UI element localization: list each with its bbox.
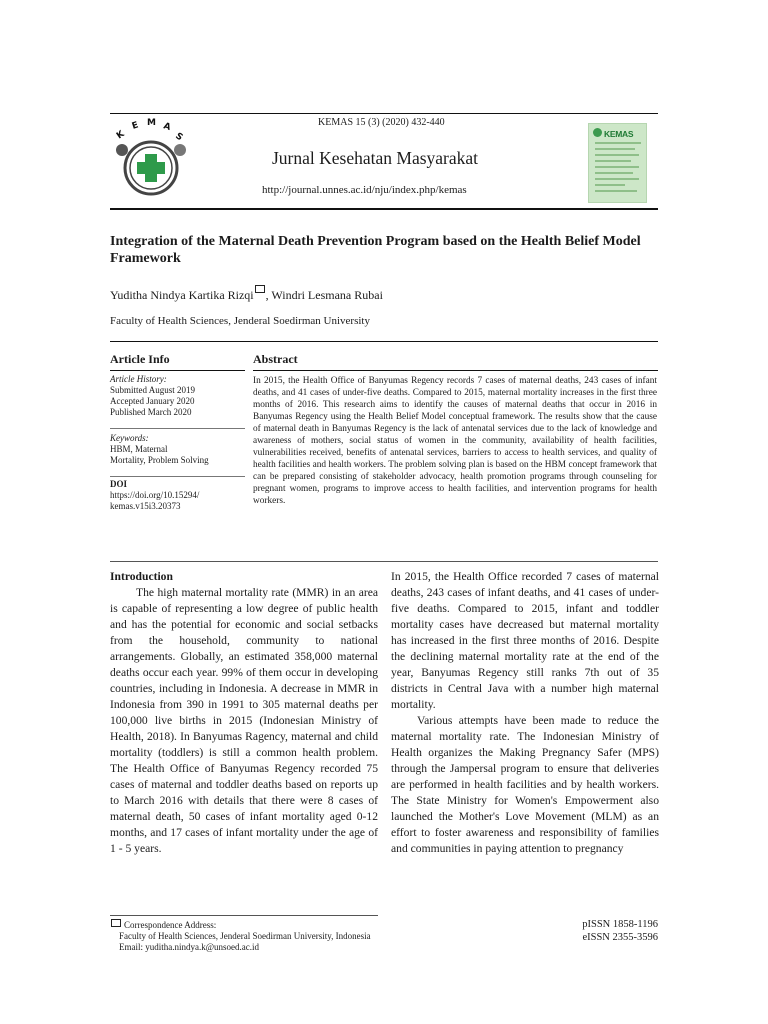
issn-block — [582, 918, 658, 944]
svg-text:S: S — [173, 131, 185, 144]
keywords-line: Mortality, Problem Solving — [110, 455, 209, 465]
doi-link[interactable]: kemas.v15i3.20373 — [110, 501, 181, 511]
envelope-icon — [111, 919, 121, 927]
abstract-text: In 2015, the Health Office of Banyumas Regency records 7 cases of maternal deaths, 243 cases of infant deaths, and 41 cases of under-five deaths. Compared to 2015, maternal mortality increases in the first three months of 2016. This research aims to identify the causes of maternal deaths that occur in 2016 in Banyumas Regency using the Health Belief Model conceptual framework. The results show that the cause of maternal death in Banyumas Regency is the lack of antenatal services due to the lack of knowledge and awareness of mothers, social status of women in the community, availability of health facilities, vulnerabilities received, benefits of antenatal services, barriers to access to health services, and quality of health facilities and health workers. The problem solving plan is based on the HBM concept framework that can be prepared consisting of stakeholder advocacy, health promotion programs through counseling for pregnant women, programs to improve access to health facilities, and intervention programs for health workers. — [253, 376, 657, 506]
cover-line — [595, 166, 639, 168]
header-bottom-rule — [110, 208, 658, 210]
cover-line — [595, 172, 633, 174]
cover-badge-icon — [593, 128, 602, 137]
svg-text:A: A — [162, 121, 172, 134]
doi-block — [110, 479, 245, 512]
author-list — [110, 285, 383, 303]
doi-label: DOI — [110, 479, 128, 489]
doi-link[interactable]: https://doi.org/10.15294/ — [110, 490, 200, 500]
logo-dot-left — [116, 144, 128, 156]
cover-line — [595, 178, 639, 180]
abstract-rule — [253, 370, 658, 371]
logo-dot-right — [174, 144, 186, 156]
cover-line — [595, 142, 641, 144]
keywords-rule — [110, 428, 245, 429]
accepted-date: Accepted January 2020 — [110, 396, 195, 406]
cover-line — [595, 190, 637, 192]
cover-title: KEMAS — [604, 129, 634, 139]
journal-cover-thumbnail — [588, 123, 647, 203]
keywords-line: HBM, Maternal — [110, 444, 168, 454]
cover-line — [595, 148, 635, 150]
cover-line — [595, 160, 631, 162]
author-affiliation: Faculty of Health Sciences, Jenderal Soedirman University — [110, 315, 370, 327]
article-history — [110, 374, 245, 418]
journal-title: Jurnal Kesehatan Masyarakat — [272, 148, 479, 168]
correspondence-label: Correspondence Address: — [124, 920, 217, 930]
doi-rule — [110, 476, 245, 477]
journal-url[interactable]: http://journal.unnes.ac.id/nju/index.php/kemas — [262, 184, 467, 196]
info-section-top-rule — [110, 341, 658, 342]
published-date: Published March 2020 — [110, 407, 192, 417]
article-info-heading: Article Info — [110, 352, 170, 366]
header-top-rule — [110, 113, 658, 114]
keywords-block — [110, 433, 245, 466]
correspondence-email[interactable]: Email: yuditha.nindya.k@unsoed.ac.id — [119, 942, 260, 952]
author-name: , Windri Lesmana Rubai — [265, 288, 383, 302]
cover-line — [595, 184, 625, 186]
correspondence-address: Faculty of Health Sciences, Jenderal Soedirman University, Indonesia — [119, 931, 371, 941]
author-name: Yuditha Nindya Kartika Rizqi — [110, 288, 254, 302]
cover-line — [595, 154, 639, 156]
journal-meta: KEMAS 15 (3) (2020) 432-440 — [318, 117, 445, 128]
svg-text:M: M — [147, 118, 156, 128]
eissn: eISSN 2355-3596 — [582, 932, 658, 943]
article-info-rule — [110, 370, 245, 371]
svg-text:E: E — [130, 120, 140, 132]
submitted-date: Submitted August 2019 — [110, 385, 196, 395]
keywords-label: Keywords: — [110, 433, 149, 443]
abstract-bottom-rule — [110, 561, 658, 562]
body-paragraph: In 2015, the Health Office recorded 7 cases of maternal deaths, 243 cases of infant deaths, and 41 cases of under-five deaths. Compared to 2015, infant and toddler mortality cases have decreased but maternal mortality has increased in the first three months of 2016. Despite the declining maternal mortality rate at the end of the year, Banyumas Regency still ranks 7th out of 35 districts in Central Java with a number high maternal mortality. — [391, 570, 659, 711]
pissn: pISSN 1858-1196 — [582, 919, 658, 930]
correspondence-footnote — [110, 919, 371, 953]
footnote-rule — [110, 915, 378, 916]
body-column-left — [110, 569, 378, 857]
body-column-right — [391, 569, 659, 857]
svg-text:K: K — [114, 129, 127, 142]
introduction-heading: Introduction — [110, 570, 173, 583]
article-title: Integration of the Maternal Death Prevention Program based on the Health Belief Model Framework — [110, 234, 641, 266]
body-paragraph: The high maternal mortality rate (MMR) in an area is capable of representing a low degree of public health and has the potential for economic and social setbacks from the household, community to national arrangements. Globally, an estimated 358,000 maternal deaths occur each year. 99% of them occur in developing countries, including in Indonesia. A decrease in MMR in Indonesia from 390 in 1991 to 305 maternal deaths per 100,000 live births in 2015 (Indonesian Ministry of Health, 2018). In Banyumas Ragency, maternal and child mortality (toddlers) is still a common health problem. The Health Office of Banyumas Regency recorded 75 cases of maternal and toddler deaths based on reports up to March 2016 with details that there were 8 cases of maternal death, 50 cases of infant mortality aged 0-12 months, and 17 cases of infant mortality under the age of 1 - 5 years. — [110, 586, 378, 855]
body-paragraph: Various attempts have been made to reduce the maternal mortality rate. The Indonesian Ministry of Health organizes the Making Pregnancy Safer (MPS) through the Jampersal program to ensure that deliveries are performed in health facilities and by health workers. The State Ministry for Women's Empowerment also launched the Mother's Love Movement (MLM) as an effort to foster awareness and responsibility of families and communities in paying attention to pregnancy — [391, 714, 659, 855]
envelope-icon — [255, 285, 265, 293]
history-label: Article History: — [110, 374, 167, 384]
logo-cross-horizontal — [137, 162, 165, 174]
abstract-heading: Abstract — [253, 352, 298, 366]
kemas-logo-mark — [110, 116, 192, 198]
kemas-logo — [110, 116, 192, 198]
